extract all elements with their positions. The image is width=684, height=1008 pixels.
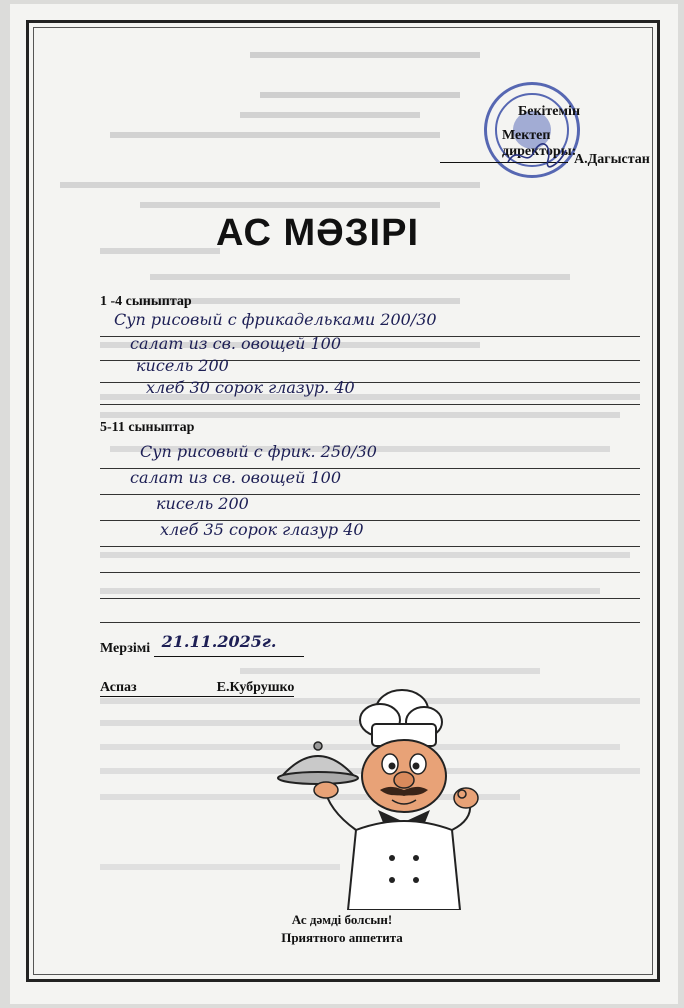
menu-line <box>100 378 640 405</box>
menu-item-handwritten: Суп рисовый с фрикадельками 200/30 <box>114 310 437 329</box>
menu-item-handwritten: кисель 200 <box>156 494 249 513</box>
cook-name: Е.Кубрушко <box>216 680 295 695</box>
director-signature <box>500 140 570 170</box>
menu-line-empty <box>100 578 640 599</box>
closing-line-1: Ас дәмді болсын! <box>291 912 393 927</box>
menu-line-empty <box>100 552 640 573</box>
menu-item-handwritten: хлеб 30 сорок глазур. 40 <box>146 378 355 397</box>
chef-illustration <box>272 680 512 910</box>
date-row <box>100 632 304 657</box>
approval-name: А.Дагыстан <box>574 152 650 167</box>
cook-label: Аспаз <box>100 680 137 695</box>
date-value-handwritten: 21.11.2025г. <box>161 632 277 651</box>
menu-item-handwritten: салат из св. овощей 100 <box>130 468 342 487</box>
menu-item-handwritten: Суп рисовый с фрик. 250/30 <box>140 442 377 461</box>
menu-line <box>100 520 640 547</box>
menu-item-handwritten: кисель 200 <box>136 356 229 375</box>
menu-line <box>100 442 640 469</box>
cook-row <box>100 680 294 697</box>
date-label: Мерзімі <box>100 641 151 656</box>
closing-line-2: Приятного аппетита <box>281 930 403 945</box>
menu-item-handwritten: хлеб 35 сорок глазур 40 <box>160 520 364 539</box>
approval-position: Мектеп директоры: <box>502 128 577 159</box>
menu-line-empty <box>100 602 640 623</box>
section-2-label: 5-11 сыныптар <box>100 420 195 435</box>
menu-line <box>100 494 640 521</box>
approval-title: Бекітемін <box>518 104 581 119</box>
menu-item-handwritten: салат из св. овощей 100 <box>130 334 342 353</box>
menu-title: АС МӘЗІРІ <box>216 212 420 254</box>
menu-line <box>100 468 640 495</box>
section-1-label: 1 -4 сыныптар <box>100 294 192 309</box>
